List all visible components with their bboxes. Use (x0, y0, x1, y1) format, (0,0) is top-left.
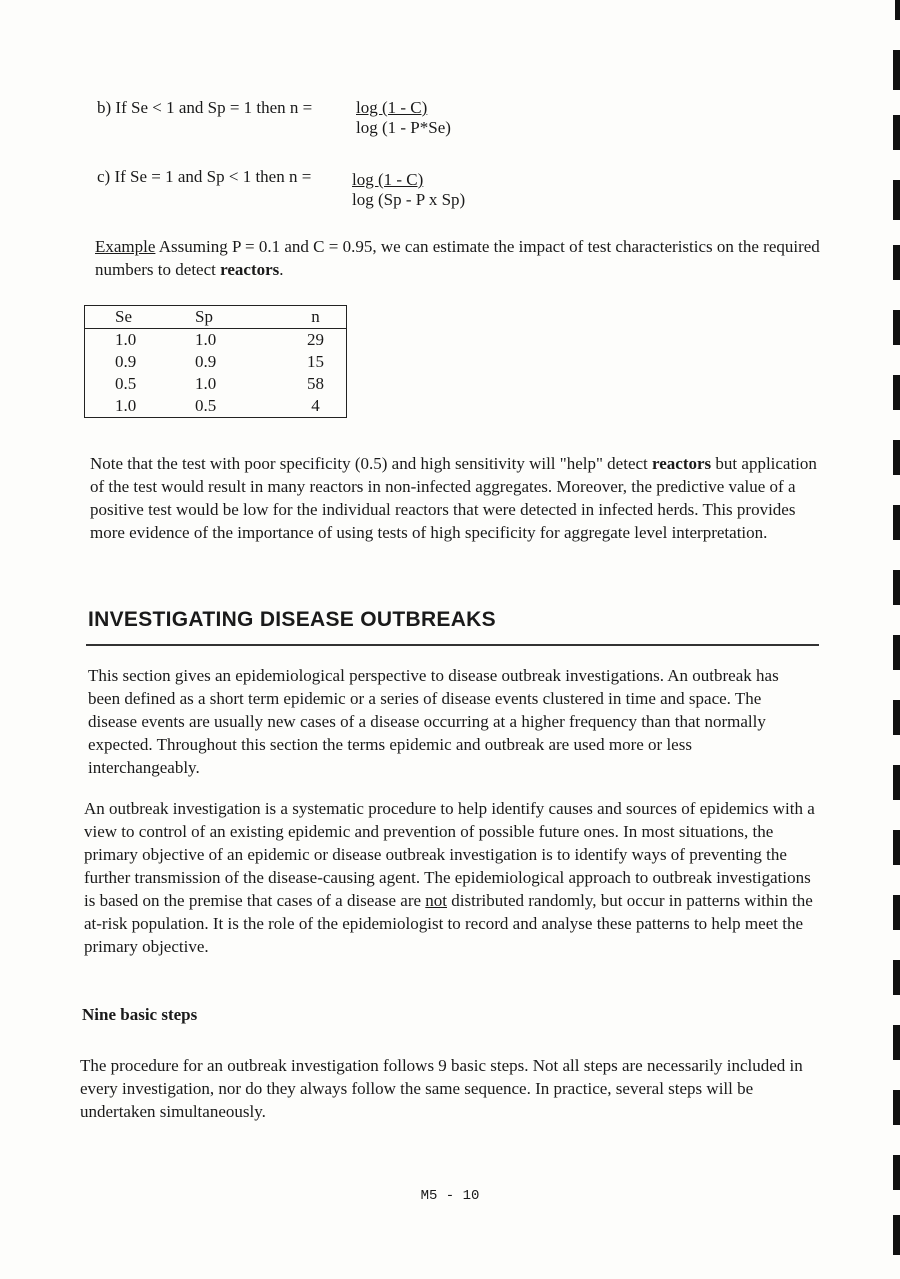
note-paragraph (90, 452, 820, 544)
example-paragraph (95, 235, 820, 281)
example-text-end: . (279, 260, 284, 279)
formula-c-fraction (352, 170, 465, 210)
section-paragraph-3: The procedure for an outbreak investigation follows 9 basic steps. Not all steps are necessarily included in every investigation, nor do they always follow the same sequence. In practice, several steps will be undertaken simultaneously. (80, 1056, 803, 1121)
cell-sp: 1.0 (195, 374, 217, 393)
cell-se: 0.5 (115, 374, 137, 393)
binding-mark (895, 0, 900, 20)
test-characteristics-table (84, 305, 347, 418)
section-paragraph-2 (84, 797, 819, 958)
binding-mark (893, 115, 900, 150)
binding-mark (893, 700, 900, 735)
example-text: Assuming P = 0.1 and C = 0.95, we can estimate the impact of test characteristics on the required numbers to detect (95, 237, 820, 279)
table-row (85, 329, 347, 352)
binding-mark (893, 50, 900, 90)
formula-c-denominator: log (Sp - P x Sp) (352, 190, 466, 209)
para2-text-end: distributed randomly, but occur in patterns within the at-risk population. It is the role of the epidemiologist to record and analyse these patterns to help meet the primary objective. (84, 891, 813, 956)
binding-mark (893, 895, 900, 930)
formula-b-numerator: log (1 - C) (356, 98, 428, 117)
para2-text: An outbreak investigation is a systematic procedure to help identify causes and sources of epidemics with a view to control of an existing epidemic and prevention of possible future ones. In most situations, the primary objective of an epidemic or disease outbreak investigation is to identify ways of preventing the further transmission of the disease-causing agent. The epidemiological approach to outbreak investigations is based on the premise that cases of a disease are (84, 799, 815, 910)
binding-mark (893, 765, 900, 800)
header-n: n (311, 307, 320, 326)
formula-c-numerator: log (1 - C) (352, 170, 424, 189)
binding-mark (893, 1025, 900, 1060)
table-header-row (85, 306, 347, 329)
page-number: M5 - 10 (420, 1188, 480, 1204)
binding-mark (893, 505, 900, 540)
example-bold: reactors (220, 260, 280, 279)
subheading-nine-steps: Nine basic steps (82, 1005, 198, 1024)
binding-mark (893, 375, 900, 410)
binding-mark (893, 1090, 900, 1125)
binding-mark (893, 830, 900, 865)
header-sp: Sp (195, 307, 213, 326)
binding-mark (893, 1215, 900, 1255)
binding-mark (893, 245, 900, 280)
binding-mark (893, 180, 900, 220)
cell-n: 15 (307, 352, 324, 371)
binding-mark (893, 310, 900, 345)
table-row (85, 373, 347, 395)
para2-underlined: not (425, 891, 448, 910)
table-row (85, 351, 347, 373)
cell-se: 1.0 (115, 396, 137, 415)
binding-mark (893, 1155, 900, 1190)
formula-b-condition: b) If Se < 1 and Sp = 1 then n = (97, 98, 313, 117)
section-heading: INVESTIGATING DISEASE OUTBREAKS (88, 608, 496, 631)
binding-mark (893, 960, 900, 995)
note-text-end: but application of the test would result in many reactors in non-infected aggregates. Moreover, the predictive value of a positive test would be low for the individual reactors that were detected in infected herds. This provides more evidence of the importance of using tests of high specificity for aggregate level interpretation. (90, 454, 817, 542)
binding-mark (893, 440, 900, 475)
cell-n: 4 (311, 396, 320, 415)
cell-se: 0.9 (115, 352, 137, 371)
cell-sp: 1.0 (195, 330, 217, 349)
cell-se: 1.0 (115, 330, 137, 349)
formula-b (97, 98, 312, 118)
example-label: Example (95, 237, 156, 256)
note-text: Note that the test with poor specificity (0.5) and high sensitivity will "help" detect (90, 454, 653, 473)
header-se: Se (115, 307, 132, 326)
binding-mark (893, 570, 900, 605)
section-paragraph-1: This section gives an epidemiological perspective to disease outbreak investigations. An outbreak has been defined as a short term epidemic or a series of disease events clustered in time and space. The disease events are usually new cases of a disease occurring at a higher frequency than that normally expected. Throughout this section the terms epidemic and outbreak are used more or less interchangeably. (88, 666, 779, 777)
formula-c-condition: c) If Se = 1 and Sp < 1 then n = (97, 167, 312, 186)
heading-rule (86, 644, 819, 646)
cell-sp: 0.5 (195, 396, 217, 415)
formula-c (97, 167, 311, 187)
cell-sp: 0.9 (195, 352, 217, 371)
formula-b-denominator: log (1 - P*Se) (356, 118, 451, 137)
cell-n: 29 (307, 330, 324, 349)
formula-b-fraction (356, 98, 451, 138)
cell-n: 58 (307, 374, 324, 393)
binding-mark (893, 635, 900, 670)
note-bold: reactors (652, 454, 712, 473)
table-row (85, 395, 347, 418)
